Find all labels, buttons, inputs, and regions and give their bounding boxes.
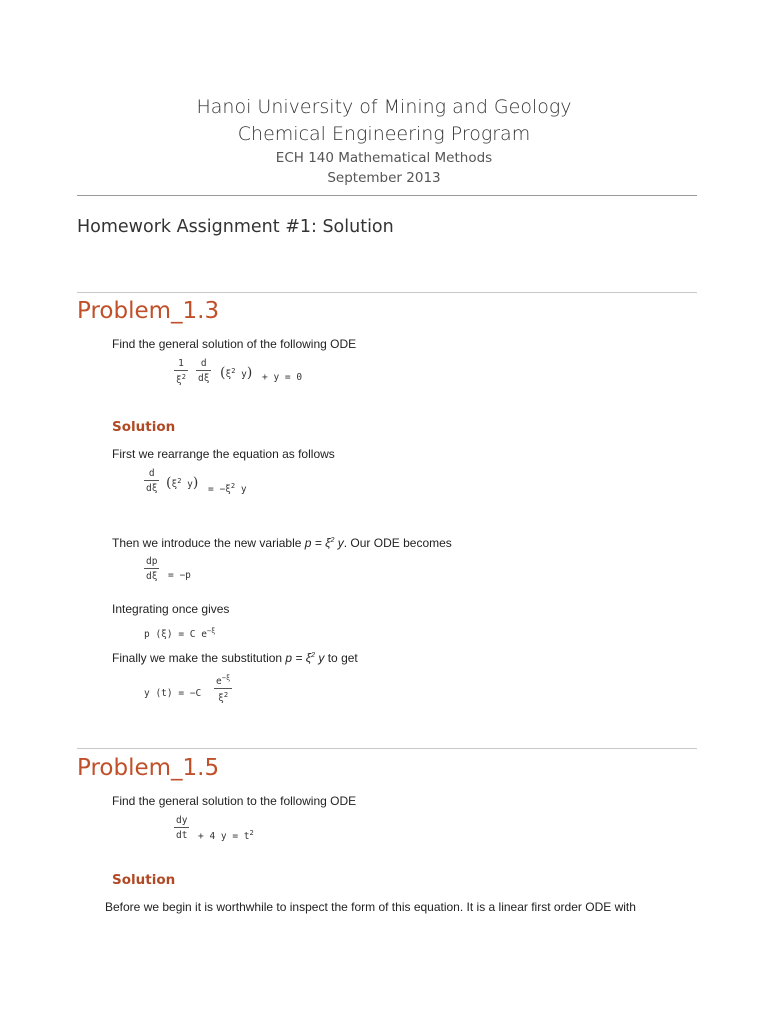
solution-label: Solution xyxy=(112,419,176,435)
integrating-text: Integrating once gives xyxy=(112,602,230,616)
problem-1-5-prompt: Find the general solution to the following ODE xyxy=(112,794,357,808)
problem-1-5-equation: dy dt + 4 $y = t^2$ xyxy=(176,815,254,843)
integrated-equation: p (ξ) = C $e^{-\xi}$ xyxy=(144,627,216,641)
ode-equation: 1 $\xi^2$ d dξ ($\xi^2$ y) + y = 0 xyxy=(176,358,303,387)
university-name: Hanoi University of Mining and Geology xyxy=(196,96,572,118)
problem-1-3-prompt: Find the general solution of the following ODE xyxy=(112,337,357,351)
program-name: Chemical Engineering Program xyxy=(237,123,531,145)
rearranged-equation: d dξ ($\xi^2$ y) = $-\xi^2$ y xyxy=(146,468,247,496)
assignment-title: Homework Assignment #1: Solution xyxy=(77,217,394,237)
problem-1-3-heading: Problem_1.3 xyxy=(77,298,220,324)
section-divider xyxy=(77,292,697,293)
new-ode-equation: dp dξ = −p xyxy=(146,556,191,582)
section-divider xyxy=(77,748,697,749)
solution-label: Solution xyxy=(112,872,176,888)
header-divider xyxy=(77,195,697,196)
course-name: ECH 140 Mathematical Methods xyxy=(275,150,493,166)
course-date: September 2013 xyxy=(327,170,441,186)
rearrange-text: First we rearrange the equation as follows xyxy=(112,447,335,461)
substitution-text: Finally we make the substitution $p = \xi^2$ y to get xyxy=(112,651,358,665)
final-solution-equation: y (t) = −C $e^{-\xi}$ $\xi^2$ xyxy=(144,674,231,705)
new-variable-text: Then we introduce the new variable $p = \xi^2$ y. Our ODE becomes xyxy=(112,536,452,550)
linear-ode-text: Before we begin it is worthwhile to inspect the form of this equation. It is a linear first order ODE with xyxy=(105,900,636,914)
problem-1-5-heading: Problem_1.5 xyxy=(77,755,220,781)
